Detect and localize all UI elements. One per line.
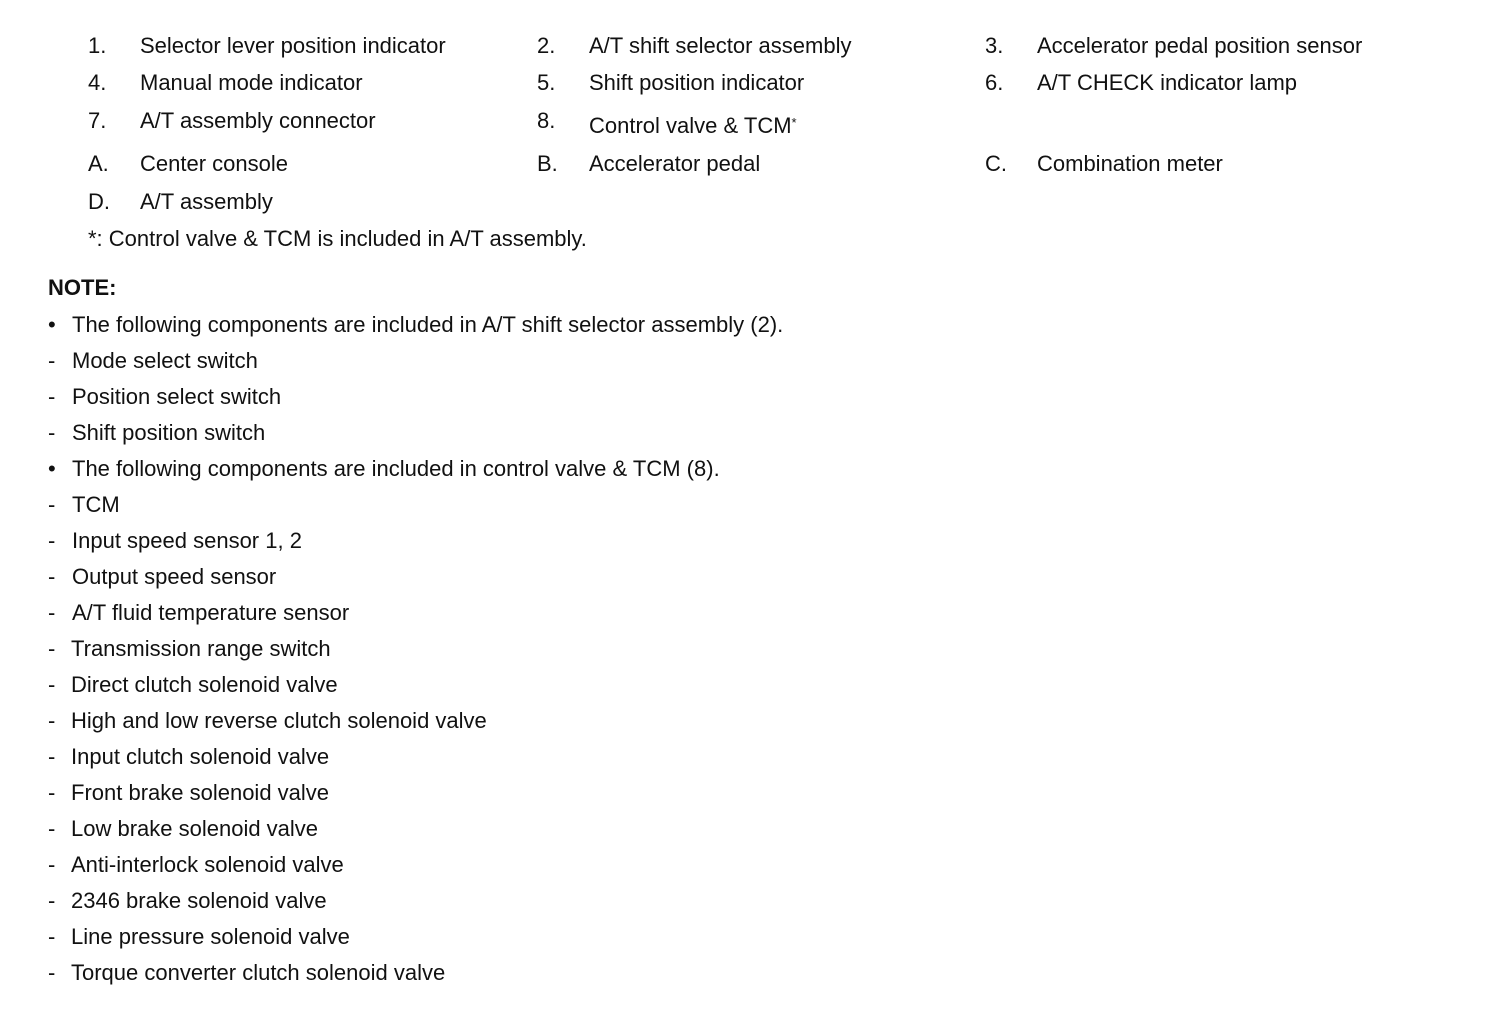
- note-item-text: Line pressure solenoid valve: [71, 924, 350, 949]
- note-item-text: Front brake solenoid valve: [71, 780, 330, 805]
- legend-label: Selector lever position indicator: [140, 33, 446, 58]
- legend-number: 5.: [537, 70, 556, 95]
- dash-marker: -: [48, 780, 56, 805]
- legend-number: 4.: [88, 70, 107, 95]
- legend-number: 8.: [537, 108, 556, 133]
- dash-marker: -: [48, 744, 56, 769]
- note-item-text: TCM: [72, 492, 120, 517]
- note-item-text: Output speed sensor: [72, 564, 277, 589]
- dash-marker: -: [48, 564, 56, 589]
- note-item-text: Mode select switch: [72, 348, 258, 373]
- note-item-text: Position select switch: [72, 384, 282, 409]
- legend-letter: A.: [88, 151, 109, 176]
- dash-marker: -: [48, 600, 56, 625]
- note-title: NOTE:: [48, 275, 117, 300]
- bullet-marker: •: [48, 312, 56, 337]
- dash-marker: -: [48, 420, 56, 445]
- note-item-text: The following components are included in control valve & TCM (8).: [72, 456, 720, 481]
- note-item-text: Transmission range switch: [71, 636, 331, 661]
- note-item-text: Anti-interlock solenoid valve: [71, 852, 344, 877]
- legend-letter: B.: [537, 151, 558, 176]
- legend-letter: C.: [985, 151, 1007, 176]
- legend-label: A/T CHECK indicator lamp: [1037, 70, 1298, 95]
- dash-marker: -: [48, 816, 56, 841]
- legend-label: Manual mode indicator: [140, 70, 363, 95]
- dash-marker: -: [48, 708, 56, 733]
- bullet-marker: •: [48, 456, 56, 481]
- dash-marker: -: [48, 636, 56, 661]
- dash-marker: -: [48, 384, 56, 409]
- note-item-text: High and low reverse clutch solenoid valve: [71, 708, 487, 733]
- note-item-text: Torque converter clutch solenoid valve: [71, 960, 446, 985]
- note-item-text: Shift position switch: [72, 420, 266, 445]
- dash-marker: -: [48, 492, 56, 517]
- legend-number: 3.: [985, 33, 1004, 58]
- footnote-marker: *: [791, 115, 797, 130]
- dash-marker: -: [48, 852, 56, 877]
- legend-label: [589, 111, 797, 144]
- note-item-text: Low brake solenoid valve: [71, 816, 319, 841]
- note-item-text: Input clutch solenoid valve: [71, 744, 330, 769]
- legend-label: Accelerator pedal: [589, 151, 761, 176]
- dash-marker: -: [48, 528, 56, 553]
- note-item-text: 2346 brake solenoid valve: [71, 888, 327, 913]
- legend-label-text: Control valve & TCM: [589, 113, 792, 138]
- legend-number: 1.: [88, 33, 107, 58]
- legend-letter: D.: [88, 189, 110, 214]
- legend-label: A/T assembly: [140, 189, 273, 214]
- note-item-text: A/T fluid temperature sensor: [72, 600, 350, 625]
- note-item-text: Direct clutch solenoid valve: [71, 672, 338, 697]
- footnote: *: Control valve & TCM is included in A/T assembly.: [88, 226, 587, 251]
- dash-marker: -: [48, 924, 56, 949]
- note-item-text: The following components are included in A/T shift selector assembly (2).: [72, 312, 784, 337]
- legend-label: A/T shift selector assembly: [589, 33, 852, 58]
- dash-marker: -: [48, 672, 56, 697]
- legend-label: Center console: [140, 151, 288, 176]
- dash-marker: -: [48, 888, 56, 913]
- legend-number: 2.: [537, 33, 556, 58]
- legend-label: Shift position indicator: [589, 70, 805, 95]
- note-item-text: Input speed sensor 1, 2: [72, 528, 302, 553]
- dash-marker: -: [48, 960, 56, 985]
- dash-marker: -: [48, 348, 56, 373]
- legend-number: 6.: [985, 70, 1004, 95]
- legend-label: Combination meter: [1037, 151, 1223, 176]
- legend-label: Accelerator pedal position sensor: [1037, 33, 1363, 58]
- legend-label: A/T assembly connector: [140, 108, 376, 133]
- legend-number: 7.: [88, 108, 107, 133]
